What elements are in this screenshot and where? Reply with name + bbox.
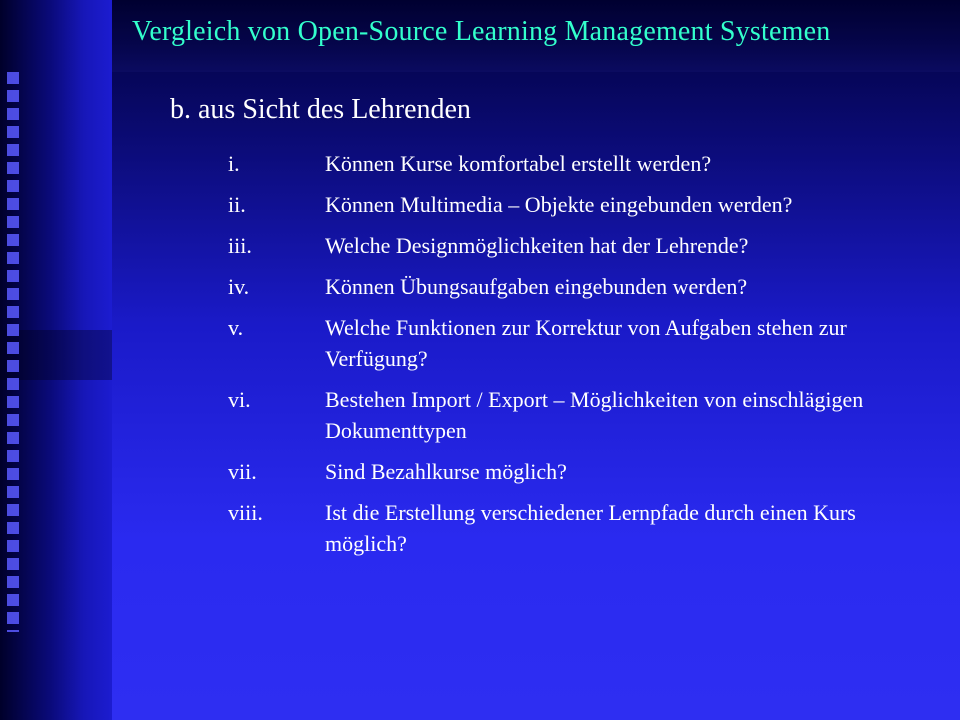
list-item-number: iv. bbox=[228, 274, 250, 299]
list-item bbox=[228, 189, 888, 220]
list-item bbox=[228, 312, 888, 374]
list-item-text: Sind Bezahlkurse möglich? bbox=[325, 459, 567, 484]
list-item bbox=[228, 456, 888, 487]
decorative-side-strip bbox=[0, 0, 112, 720]
question-list bbox=[228, 148, 888, 569]
list-item-text: Können Multimedia – Objekte eingebunden werden? bbox=[325, 192, 793, 217]
list-item bbox=[228, 230, 888, 261]
list-item-text: Welche Designmöglichkeiten hat der Lehrende? bbox=[325, 233, 749, 258]
list-item-number: viii. bbox=[228, 500, 263, 525]
list-item-number: v. bbox=[228, 315, 244, 340]
list-item-number: vii. bbox=[228, 459, 257, 484]
list-item-number: iii. bbox=[228, 233, 252, 258]
list-item-number: i. bbox=[228, 151, 240, 176]
slide-title: Vergleich von Open-Source Learning Management Systemen bbox=[132, 16, 831, 47]
list-item-text: Können Übungsaufgaben eingebunden werden? bbox=[325, 274, 748, 299]
slide-subtitle: b. aus Sicht des Lehrenden bbox=[170, 94, 471, 125]
list-item bbox=[228, 384, 888, 446]
list-item bbox=[228, 497, 888, 559]
list-item-text: Welche Funktionen zur Korrektur von Aufgaben stehen zur Verfügung? bbox=[325, 315, 847, 371]
decorative-squares bbox=[7, 72, 25, 632]
list-item-text: Ist die Erstellung verschiedener Lernpfade durch einen Kurs möglich? bbox=[325, 500, 856, 556]
list-item-number: ii. bbox=[228, 192, 246, 217]
list-item-text: Können Kurse komfortabel erstellt werden? bbox=[325, 151, 712, 176]
list-item-text: Bestehen Import / Export – Möglichkeiten von einschlägigen Dokumenttypen bbox=[325, 387, 864, 443]
list-item bbox=[228, 271, 888, 302]
list-item bbox=[228, 148, 888, 179]
list-item-number: vi. bbox=[228, 387, 251, 412]
